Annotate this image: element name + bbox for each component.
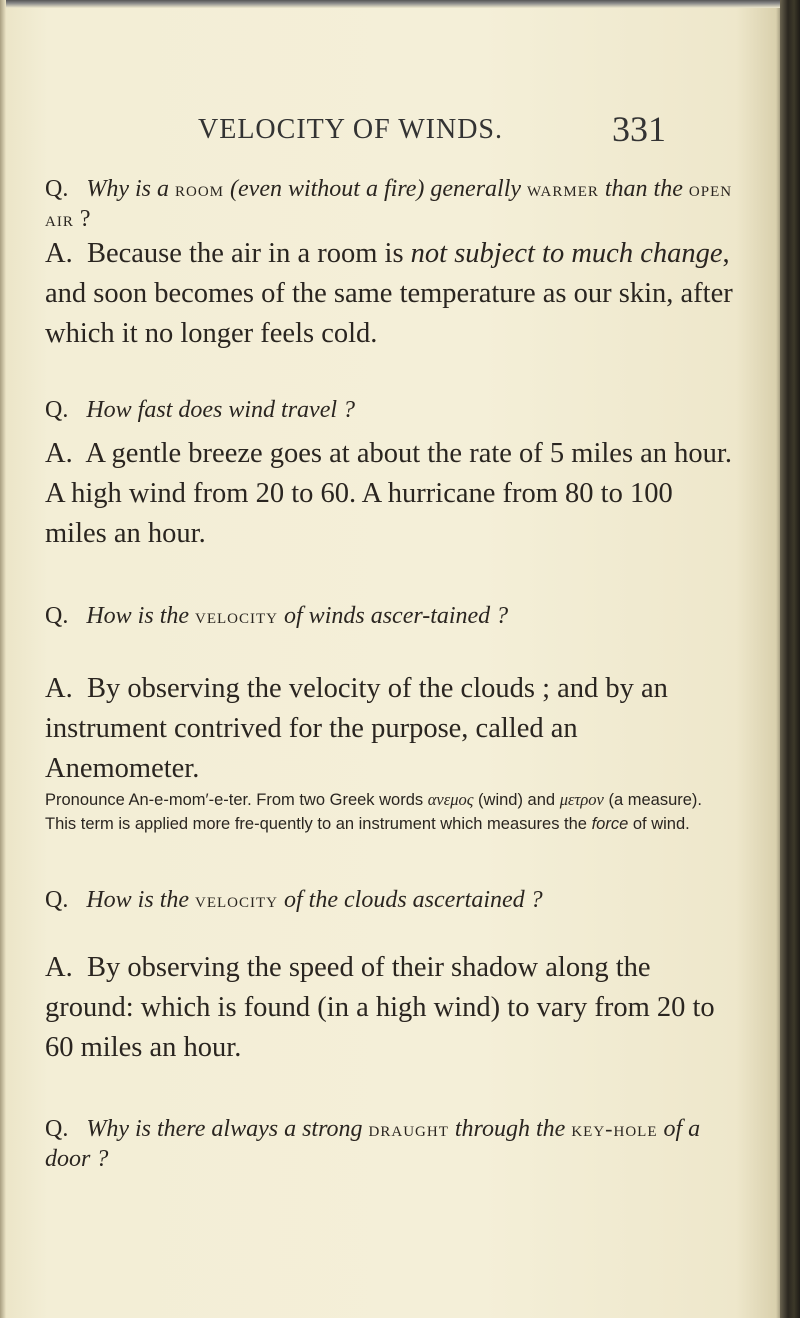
answer-text: Because the air in a room is (86, 238, 404, 269)
answer-3 (45, 669, 735, 789)
question-text: than the (604, 176, 683, 202)
emphasis-subject: subject to much change (454, 238, 723, 269)
question-mark: ? (79, 206, 91, 232)
keyword-draught: draught (368, 1116, 449, 1141)
answer-label: A. (45, 952, 73, 983)
answer-label: A. (45, 238, 73, 269)
question-text: How fast does wind travel ? (86, 397, 356, 423)
question-label: Q. (45, 397, 69, 423)
note-text: (wind) and (478, 791, 556, 809)
greek-word-measure: μετρον (559, 790, 604, 809)
answer-label: A. (45, 438, 73, 469)
answer-text: By observing the velocity of the clouds ; and by an instrument contrived for the purpose, called an Anemometer. (45, 673, 668, 784)
question-text: How is the (86, 887, 190, 913)
question-label: Q. (45, 176, 69, 202)
running-header: VELOCITY OF WINDS. (198, 114, 503, 145)
greek-word-wind: ανεμος (427, 790, 474, 809)
question-text: (even without a fire) (230, 176, 425, 202)
page-left-edge (0, 0, 6, 1318)
question-text: of a door ? (45, 1116, 701, 1172)
question-1 (45, 174, 735, 234)
question-text: How is the (86, 603, 190, 629)
answer-text: A gentle breeze goes at about the rate of 5 miles an hour. A high wind from 20 to 60. A hurricane from 80 to 100 miles an hour. (45, 438, 732, 549)
page-number: 331 (612, 109, 666, 149)
emphasis-force: force (591, 815, 629, 833)
question-2 (45, 395, 735, 425)
answer-1 (45, 234, 735, 354)
question-4 (45, 885, 735, 915)
keyword-velocity: velocity (195, 887, 279, 912)
keyword-key-hole: key-hole (571, 1116, 658, 1141)
question-label: Q. (45, 603, 69, 629)
question-text: through the (454, 1116, 566, 1142)
note-text: Pronounce An-e-mom′-e-ter. From two Greek words (45, 791, 424, 809)
note-text: (a measure). This term is applied more fre-quently to an instrument which measures the (45, 791, 702, 833)
question-label: Q. (45, 1116, 69, 1142)
answer-text: , and soon becomes of the same temperature as our skin, after which it no longer feels cold. (45, 238, 733, 349)
question-text: Why is a (86, 176, 169, 202)
question-text: of the clouds ascertained ? (284, 887, 543, 913)
answer-label: A. (45, 673, 73, 704)
question-text: of winds ascer-tained ? (284, 603, 509, 629)
answer-text: By observing the speed of their shadow along the ground: which is found (in a high wind) to vary from 20 to 60 miles an hour. (45, 952, 715, 1063)
book-spine-edge (780, 0, 800, 1318)
question-3 (45, 601, 735, 631)
question-text: generally (430, 176, 522, 202)
keyword-room: room (175, 176, 225, 201)
keyword-warmer: warmer (527, 176, 599, 201)
pronunciation-note (45, 788, 735, 836)
answer-4 (45, 948, 735, 1068)
question-text: Why is there always a strong (86, 1116, 363, 1142)
note-text: of wind. (632, 815, 690, 833)
question-label: Q. (45, 887, 69, 913)
question-5 (45, 1114, 735, 1174)
page-top-edge (0, 0, 800, 8)
emphasis-not: not (410, 238, 448, 269)
keyword-velocity: velocity (195, 603, 279, 628)
keyword-open-air: open air (45, 176, 733, 231)
answer-2 (45, 434, 735, 554)
